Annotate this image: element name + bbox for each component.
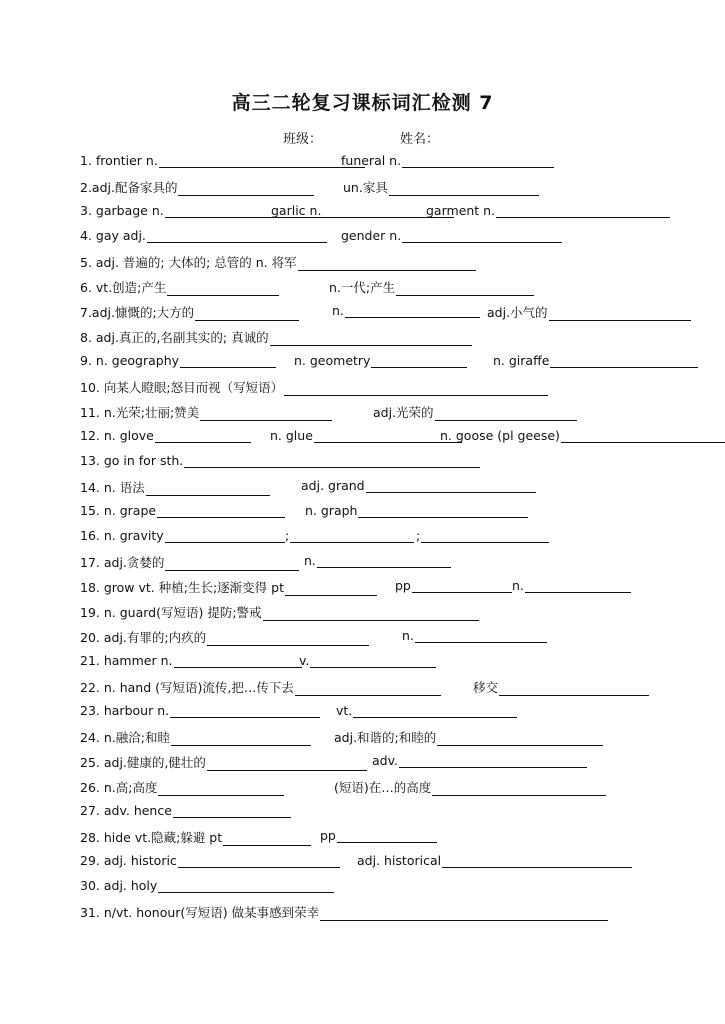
question-line <box>0 778 725 798</box>
question-prompt: 9. n. geography <box>80 353 180 368</box>
question-segment <box>80 853 340 868</box>
question-prompt: funeral n. <box>341 153 402 168</box>
question-segment <box>80 603 479 621</box>
question-segment <box>80 878 334 893</box>
question-prompt: 24. n.融洽;和睦 <box>80 730 170 745</box>
question-segment <box>80 503 285 518</box>
question-prompt: 18. grow vt. 种植;生长;逐渐变得 pt <box>80 580 284 595</box>
answer-blank[interactable] <box>499 681 649 696</box>
question-segment <box>512 578 631 593</box>
question-segment <box>80 303 299 321</box>
question-segment <box>426 203 670 218</box>
question-prompt: 26. n.高;高度 <box>80 780 158 795</box>
answer-blank[interactable] <box>550 353 698 368</box>
question-segment <box>299 653 436 668</box>
question-segment <box>80 153 365 168</box>
answer-blank[interactable] <box>366 478 536 493</box>
question-segment <box>305 503 528 518</box>
question-line <box>0 203 725 223</box>
question-prompt: 25. adj.健康的,健壮的 <box>80 755 206 770</box>
question-line <box>0 903 725 923</box>
answer-blank[interactable] <box>525 578 631 593</box>
question-segment <box>80 778 284 796</box>
answer-blank[interactable] <box>200 406 332 421</box>
question-prompt: 21. hammer n. <box>80 653 173 668</box>
question-prompt: 14. n. 语法 <box>80 480 145 495</box>
question-prompt: 2.adj.配备家具的 <box>80 180 178 195</box>
question-segment <box>493 353 698 368</box>
question-prompt: pp <box>320 828 336 843</box>
question-line <box>0 403 725 423</box>
answer-blank[interactable] <box>402 153 554 168</box>
question-prompt: ; <box>285 528 290 543</box>
question-line <box>0 303 725 323</box>
answer-blank[interactable] <box>173 803 291 818</box>
question-segment <box>80 653 302 668</box>
answer-blank[interactable] <box>195 306 299 321</box>
question-prompt: adj.小气的 <box>487 305 548 320</box>
question-prompt: adj. historical <box>357 853 442 868</box>
question-prompt: 20. adj.有罪的;内疚的 <box>80 630 207 645</box>
answer-blank[interactable] <box>371 353 467 368</box>
question-segment <box>285 528 414 543</box>
question-prompt: 15. n. grape <box>80 503 157 518</box>
question-segment <box>80 328 472 346</box>
question-prompt: n. glue <box>270 428 313 443</box>
question-prompt: (短语)在…的高度 <box>334 780 432 795</box>
answer-blank[interactable] <box>317 553 451 568</box>
question-prompt: adv. <box>372 753 398 768</box>
question-prompt: 16. n. gravity <box>80 528 164 543</box>
question-segment <box>440 428 725 443</box>
question-segment <box>80 578 377 596</box>
question-line <box>0 803 725 823</box>
question-prompt: 5. adj. 普遍的; 大体的; 总管的 n. 将军 <box>80 255 297 270</box>
question-segment <box>80 403 332 421</box>
question-line <box>0 853 725 873</box>
question-line <box>0 353 725 373</box>
question-segment <box>80 253 476 271</box>
answer-blank[interactable] <box>290 528 414 543</box>
question-prompt: 31. n/vt. honour(写短语) 做某事感到荣幸 <box>80 905 320 920</box>
answer-blank[interactable] <box>165 528 285 543</box>
answer-blank[interactable] <box>345 303 480 318</box>
question-line <box>0 253 725 273</box>
answer-blank[interactable] <box>158 878 334 893</box>
answer-blank[interactable] <box>496 203 670 218</box>
question-prompt: 3. garbage n. <box>80 203 164 218</box>
question-line <box>0 628 725 648</box>
answer-blank[interactable] <box>337 828 437 843</box>
answer-blank[interactable] <box>298 256 476 271</box>
question-segment <box>336 703 517 718</box>
answer-blank[interactable] <box>157 503 285 518</box>
answer-blank[interactable] <box>180 353 276 368</box>
question-line <box>0 728 725 748</box>
question-prompt: adj.光荣的 <box>373 405 434 420</box>
question-segment <box>80 553 299 571</box>
answer-blank[interactable] <box>284 381 548 396</box>
question-segment <box>80 728 311 746</box>
question-segment <box>80 428 251 443</box>
question-line <box>0 528 725 548</box>
question-prompt: un.家具 <box>343 180 388 195</box>
answer-blank[interactable] <box>320 906 608 921</box>
question-line <box>0 278 725 298</box>
question-prompt: adj. grand <box>301 478 365 493</box>
question-segment <box>320 828 437 843</box>
answer-blank[interactable] <box>396 281 534 296</box>
answer-blank[interactable] <box>171 731 311 746</box>
question-prompt: n. <box>402 628 414 643</box>
answer-blank[interactable] <box>158 781 284 796</box>
question-segment <box>473 678 649 696</box>
question-line <box>0 678 725 698</box>
question-segment <box>334 778 606 796</box>
question-segment <box>334 728 603 746</box>
question-segment <box>416 528 549 543</box>
question-prompt: 19. n. guard(写短语) 提防;警戒 <box>80 605 262 620</box>
answer-blank[interactable] <box>310 653 436 668</box>
question-prompt: 22. n. hand (写短语)流传,把…传下去 <box>80 680 294 695</box>
answer-blank[interactable] <box>207 631 369 646</box>
answer-blank[interactable] <box>389 181 539 196</box>
answer-blank[interactable] <box>263 606 479 621</box>
answer-blank[interactable] <box>170 703 320 718</box>
answer-blank[interactable] <box>146 481 270 496</box>
question-line <box>0 328 725 348</box>
question-segment <box>80 678 441 696</box>
answer-blank[interactable] <box>184 453 480 468</box>
question-prompt: garlic n. <box>271 203 322 218</box>
question-prompt: n. <box>512 578 524 593</box>
question-prompt: n. goose (pl geese) <box>440 428 560 443</box>
question-segment <box>80 228 327 243</box>
answer-blank[interactable] <box>159 153 365 168</box>
question-prompt: n. graph <box>305 503 358 518</box>
question-line <box>0 553 725 573</box>
question-prompt: 30. adj. holy <box>80 878 158 893</box>
question-segment <box>80 478 270 496</box>
question-prompt: 4. gay adj. <box>80 228 146 243</box>
question-segment <box>294 353 467 368</box>
question-prompt: ; <box>416 528 421 543</box>
answer-blank[interactable] <box>412 578 512 593</box>
question-prompt: vt. <box>336 703 353 718</box>
answer-blank[interactable] <box>399 753 587 768</box>
question-prompt: 移交 <box>473 680 499 695</box>
answer-blank[interactable] <box>223 831 311 846</box>
question-prompt: gender n. <box>341 228 402 243</box>
question-segment <box>270 428 462 443</box>
answer-blank[interactable] <box>358 503 528 518</box>
answer-blank[interactable] <box>207 756 367 771</box>
question-segment <box>357 853 632 868</box>
question-segment <box>80 803 291 818</box>
answer-blank[interactable] <box>549 306 691 321</box>
question-segment <box>80 903 608 921</box>
question-segment <box>80 278 279 296</box>
answer-blank[interactable] <box>147 228 327 243</box>
question-segment <box>80 628 369 646</box>
question-segment <box>487 303 691 321</box>
question-segment <box>80 353 276 368</box>
answer-blank[interactable] <box>165 556 299 571</box>
question-prompt: n.一代;产生 <box>329 280 396 295</box>
question-segment <box>341 228 562 243</box>
question-prompt: 7.adj.慷慨的;大方的 <box>80 305 195 320</box>
question-prompt: 29. adj. historic <box>80 853 177 868</box>
answer-blank[interactable] <box>435 406 577 421</box>
answer-blank[interactable] <box>167 281 279 296</box>
question-segment <box>304 553 451 568</box>
answer-blank[interactable] <box>421 528 549 543</box>
question-segment <box>372 753 587 768</box>
question-segment <box>80 378 548 396</box>
question-line <box>0 178 725 198</box>
question-prompt: pp <box>395 578 411 593</box>
answer-blank[interactable] <box>270 331 472 346</box>
question-segment <box>332 303 480 318</box>
answer-blank[interactable] <box>178 853 340 868</box>
answer-blank[interactable] <box>402 228 562 243</box>
question-prompt: n. giraffe <box>493 353 550 368</box>
question-prompt: 12. n. glove <box>80 428 154 443</box>
question-prompt: v. <box>299 653 310 668</box>
answer-blank[interactable] <box>432 781 606 796</box>
question-line <box>0 228 725 248</box>
question-line <box>0 503 725 523</box>
question-prompt: 11. n.光荣;壮丽;赞美 <box>80 405 200 420</box>
question-prompt: 10. 向某人瞪眼;怒目而视（写短语） <box>80 380 284 395</box>
question-prompt: 17. adj.贪婪的 <box>80 555 165 570</box>
question-prompt: 23. harbour n. <box>80 703 170 718</box>
question-segment <box>80 703 320 718</box>
answer-blank[interactable] <box>415 628 547 643</box>
question-segment <box>395 578 512 593</box>
question-segment <box>402 628 547 643</box>
question-prompt: 1. frontier n. <box>80 153 158 168</box>
question-line <box>0 378 725 398</box>
question-line <box>0 753 725 773</box>
answer-blank[interactable] <box>295 681 441 696</box>
question-prompt: n. <box>332 303 344 318</box>
question-line <box>0 703 725 723</box>
answer-blank[interactable] <box>285 581 377 596</box>
question-segment <box>343 178 539 196</box>
question-prompt: garment n. <box>426 203 496 218</box>
question-line <box>0 828 725 848</box>
question-segment <box>80 753 367 771</box>
question-segment <box>80 528 285 543</box>
question-line <box>0 453 725 473</box>
class-label: 班级： <box>283 132 323 147</box>
answer-blank[interactable] <box>178 181 314 196</box>
name-label: 姓名： <box>400 132 440 147</box>
question-prompt: 6. vt.创造;产生 <box>80 280 167 295</box>
question-segment <box>329 278 534 296</box>
question-prompt: n. geometry <box>294 353 371 368</box>
question-segment <box>80 453 480 468</box>
question-prompt: adj.和谐的;和睦的 <box>334 730 437 745</box>
question-line <box>0 878 725 898</box>
question-segment <box>373 403 577 421</box>
question-line <box>0 428 725 448</box>
question-line <box>0 153 725 173</box>
question-line <box>0 653 725 673</box>
answer-blank[interactable] <box>155 428 251 443</box>
question-prompt: n. <box>304 553 316 568</box>
answer-blank[interactable] <box>174 653 302 668</box>
question-segment <box>301 478 536 493</box>
answer-blank[interactable] <box>353 703 517 718</box>
question-prompt: 8. adj.真正的,名副其实的; 真诚的 <box>80 330 269 345</box>
answer-blank[interactable] <box>442 853 632 868</box>
question-prompt: 13. go in for sth. <box>80 453 184 468</box>
page-title: 高三二轮复习课标词汇检测 7 <box>231 92 494 114</box>
question-prompt: 28. hide vt.隐藏;躲避 pt <box>80 830 223 845</box>
question-segment <box>80 828 311 846</box>
question-line <box>0 578 725 598</box>
question-prompt: 27. adv. hence <box>80 803 172 818</box>
question-line <box>0 478 725 498</box>
question-line <box>0 603 725 623</box>
question-segment <box>341 153 554 168</box>
question-segment <box>80 178 314 196</box>
answer-blank[interactable] <box>561 428 725 443</box>
answer-blank[interactable] <box>437 731 603 746</box>
